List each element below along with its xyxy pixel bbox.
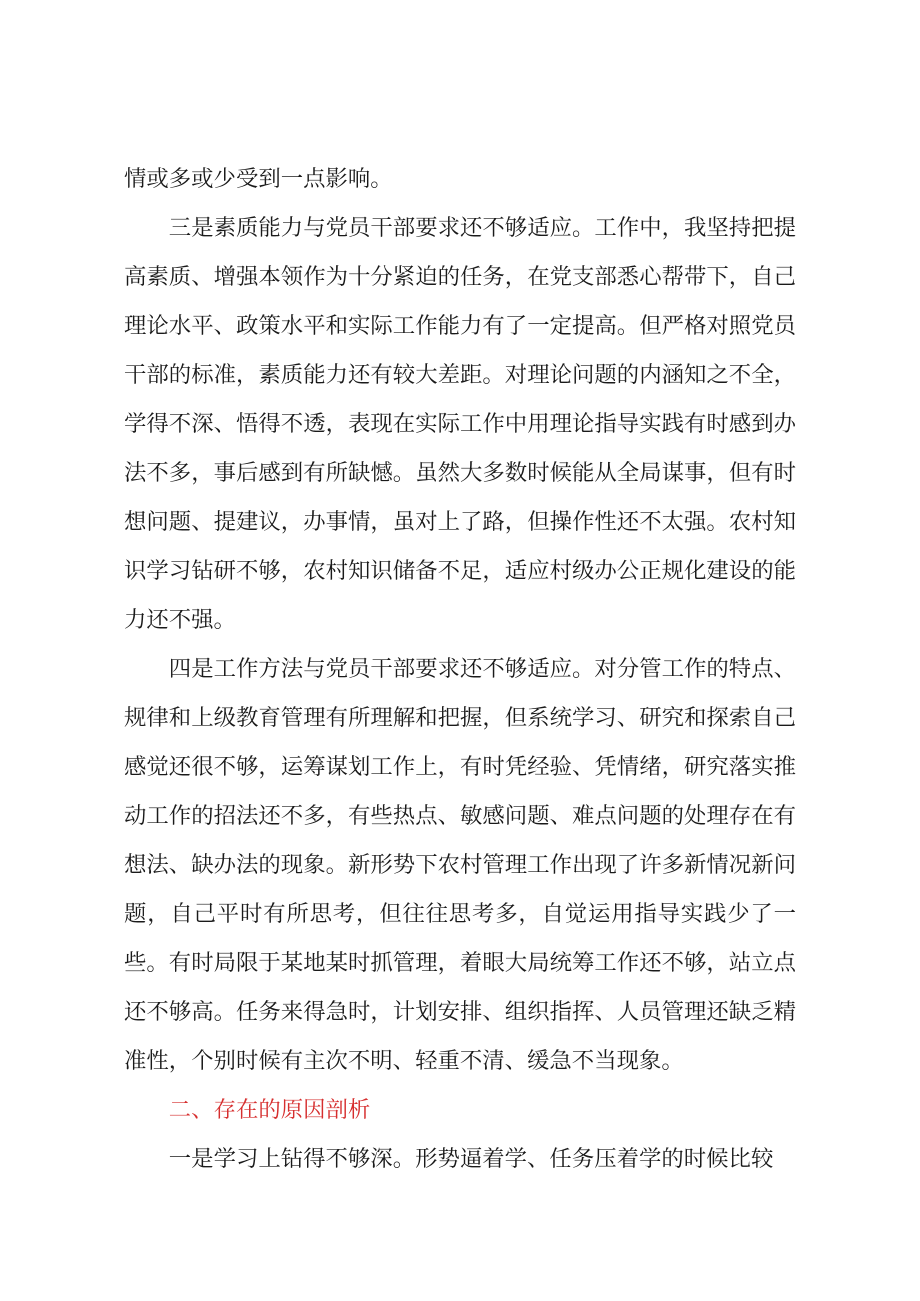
document-body [124,155,796,1184]
paragraph-point-four: 四是工作方法与党员干部要求还不够适应。对分管工作的特点、规律和上级教育管理有所理解和把握，但系统学习、研究和探索自己感觉还很不够，运筹谋划工作上，有时凭经验、凭情绪，研究落实推动工作的招法还不多，有些热点、敏感问题、难点问题的处理存在有想法、缺办法的现象。新形势下农村管理工作出现了许多新情况新问题，自己平时有所思考，但往往思考多，自觉运用指导实践少了一些。有时局限于某地某时抓管理，着眼大局统筹工作还不够，站立点还不够高。任务来得急时，计划安排、组织指挥、人员管理还缺乏精准性，个别时候有主次不明、轻重不清、缓急不当现象。 [124,656,796,1074]
paragraph-point-one: 一是学习上钻得不够深。形势逼着学、任务压着学的时候比较 [168,1146,774,1172]
paragraph-point-three: 三是素质能力与党员干部要求还不够适应。工作中，我坚持把提高素质、增强本领作为十分紧迫的任务，在党支部悉心帮带下，自己理论水平、政策水平和实际工作能力有了一定提高。但严格对照党员干部的标准，素质能力还有较大差距。对理论问题的内涵知之不全，学得不深、悟得不透，表现在实际工作中用理论指导实践有时感到办法不多，事后感到有所缺憾。虽然大多数时候能从全局谋事，但有时想问题、提建议，办事情，虽对上了路，但操作性还不太强。农村知识学习钻研不够，农村知识储备不足，适应村级办公正规化建设的能力还不强。 [124,215,796,633]
paragraph-continuation: 情或多或少受到一点影响。 [124,166,393,192]
section-heading: 二、存在的原因剖析 [168,1097,371,1123]
